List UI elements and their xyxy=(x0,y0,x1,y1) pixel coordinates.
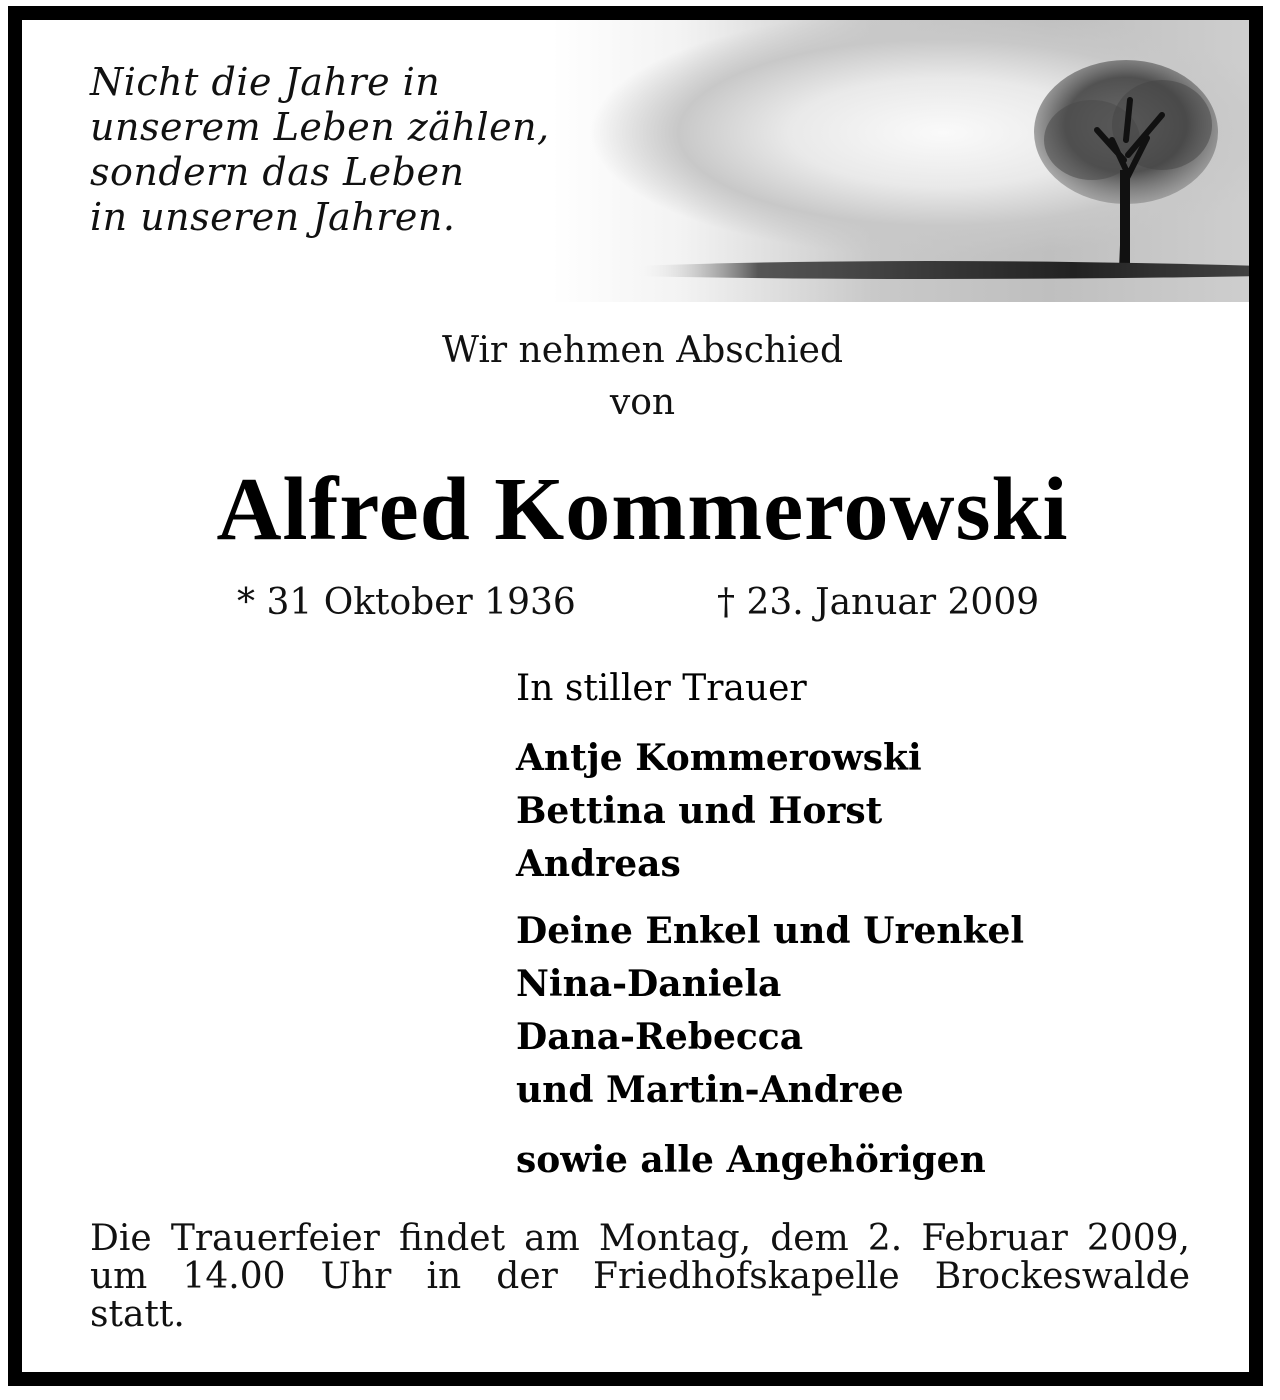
tree-illustration xyxy=(552,20,1263,302)
family-list xyxy=(516,732,922,891)
family-member: Antje Kommerowski xyxy=(516,737,922,779)
grandchild: Dana-Rebecca xyxy=(516,1016,804,1058)
quote-block xyxy=(90,60,550,240)
quote-line: Nicht die Jahre in xyxy=(90,60,441,104)
quote-line: unserem Leben zählen, xyxy=(90,105,550,149)
grandchild: Nina-Daniela xyxy=(516,963,782,1005)
funeral-notice xyxy=(90,1220,1190,1334)
quote-line: in unseren Jahren. xyxy=(90,195,456,239)
grandchild: und Martin-Andree xyxy=(516,1069,904,1111)
family-member: Andreas xyxy=(516,843,681,885)
deceased-name: Alfred Kommerowski xyxy=(216,460,1069,559)
obituary-card xyxy=(8,6,1263,1386)
grandchildren-heading: Deine Enkel und Urenkel xyxy=(516,910,1025,952)
grandchildren-list xyxy=(516,905,1024,1117)
tree-image xyxy=(552,20,1263,302)
relatives-line: sowie alle Angehörigen xyxy=(516,1139,986,1181)
quote-line: sondern das Leben xyxy=(90,150,465,194)
birth-date: * 31 Oktober 1936 xyxy=(237,582,576,623)
notice-line: um 14.00 Uhr in der Friedhofskapelle Brockeswalde xyxy=(90,1256,1190,1297)
notice-line: Die Trauerfeier findet am Montag, dem 2. Februar 2009, xyxy=(90,1218,1190,1259)
death-date: † 23. Januar 2009 xyxy=(717,582,1040,623)
family-member: Bettina und Horst xyxy=(516,790,883,832)
intro-line-2: von xyxy=(609,382,676,423)
notice-line: statt. xyxy=(90,1294,185,1335)
mourning-label: In stiller Trauer xyxy=(516,668,807,709)
intro-line-1: Wir nehmen Abschied xyxy=(441,330,843,371)
